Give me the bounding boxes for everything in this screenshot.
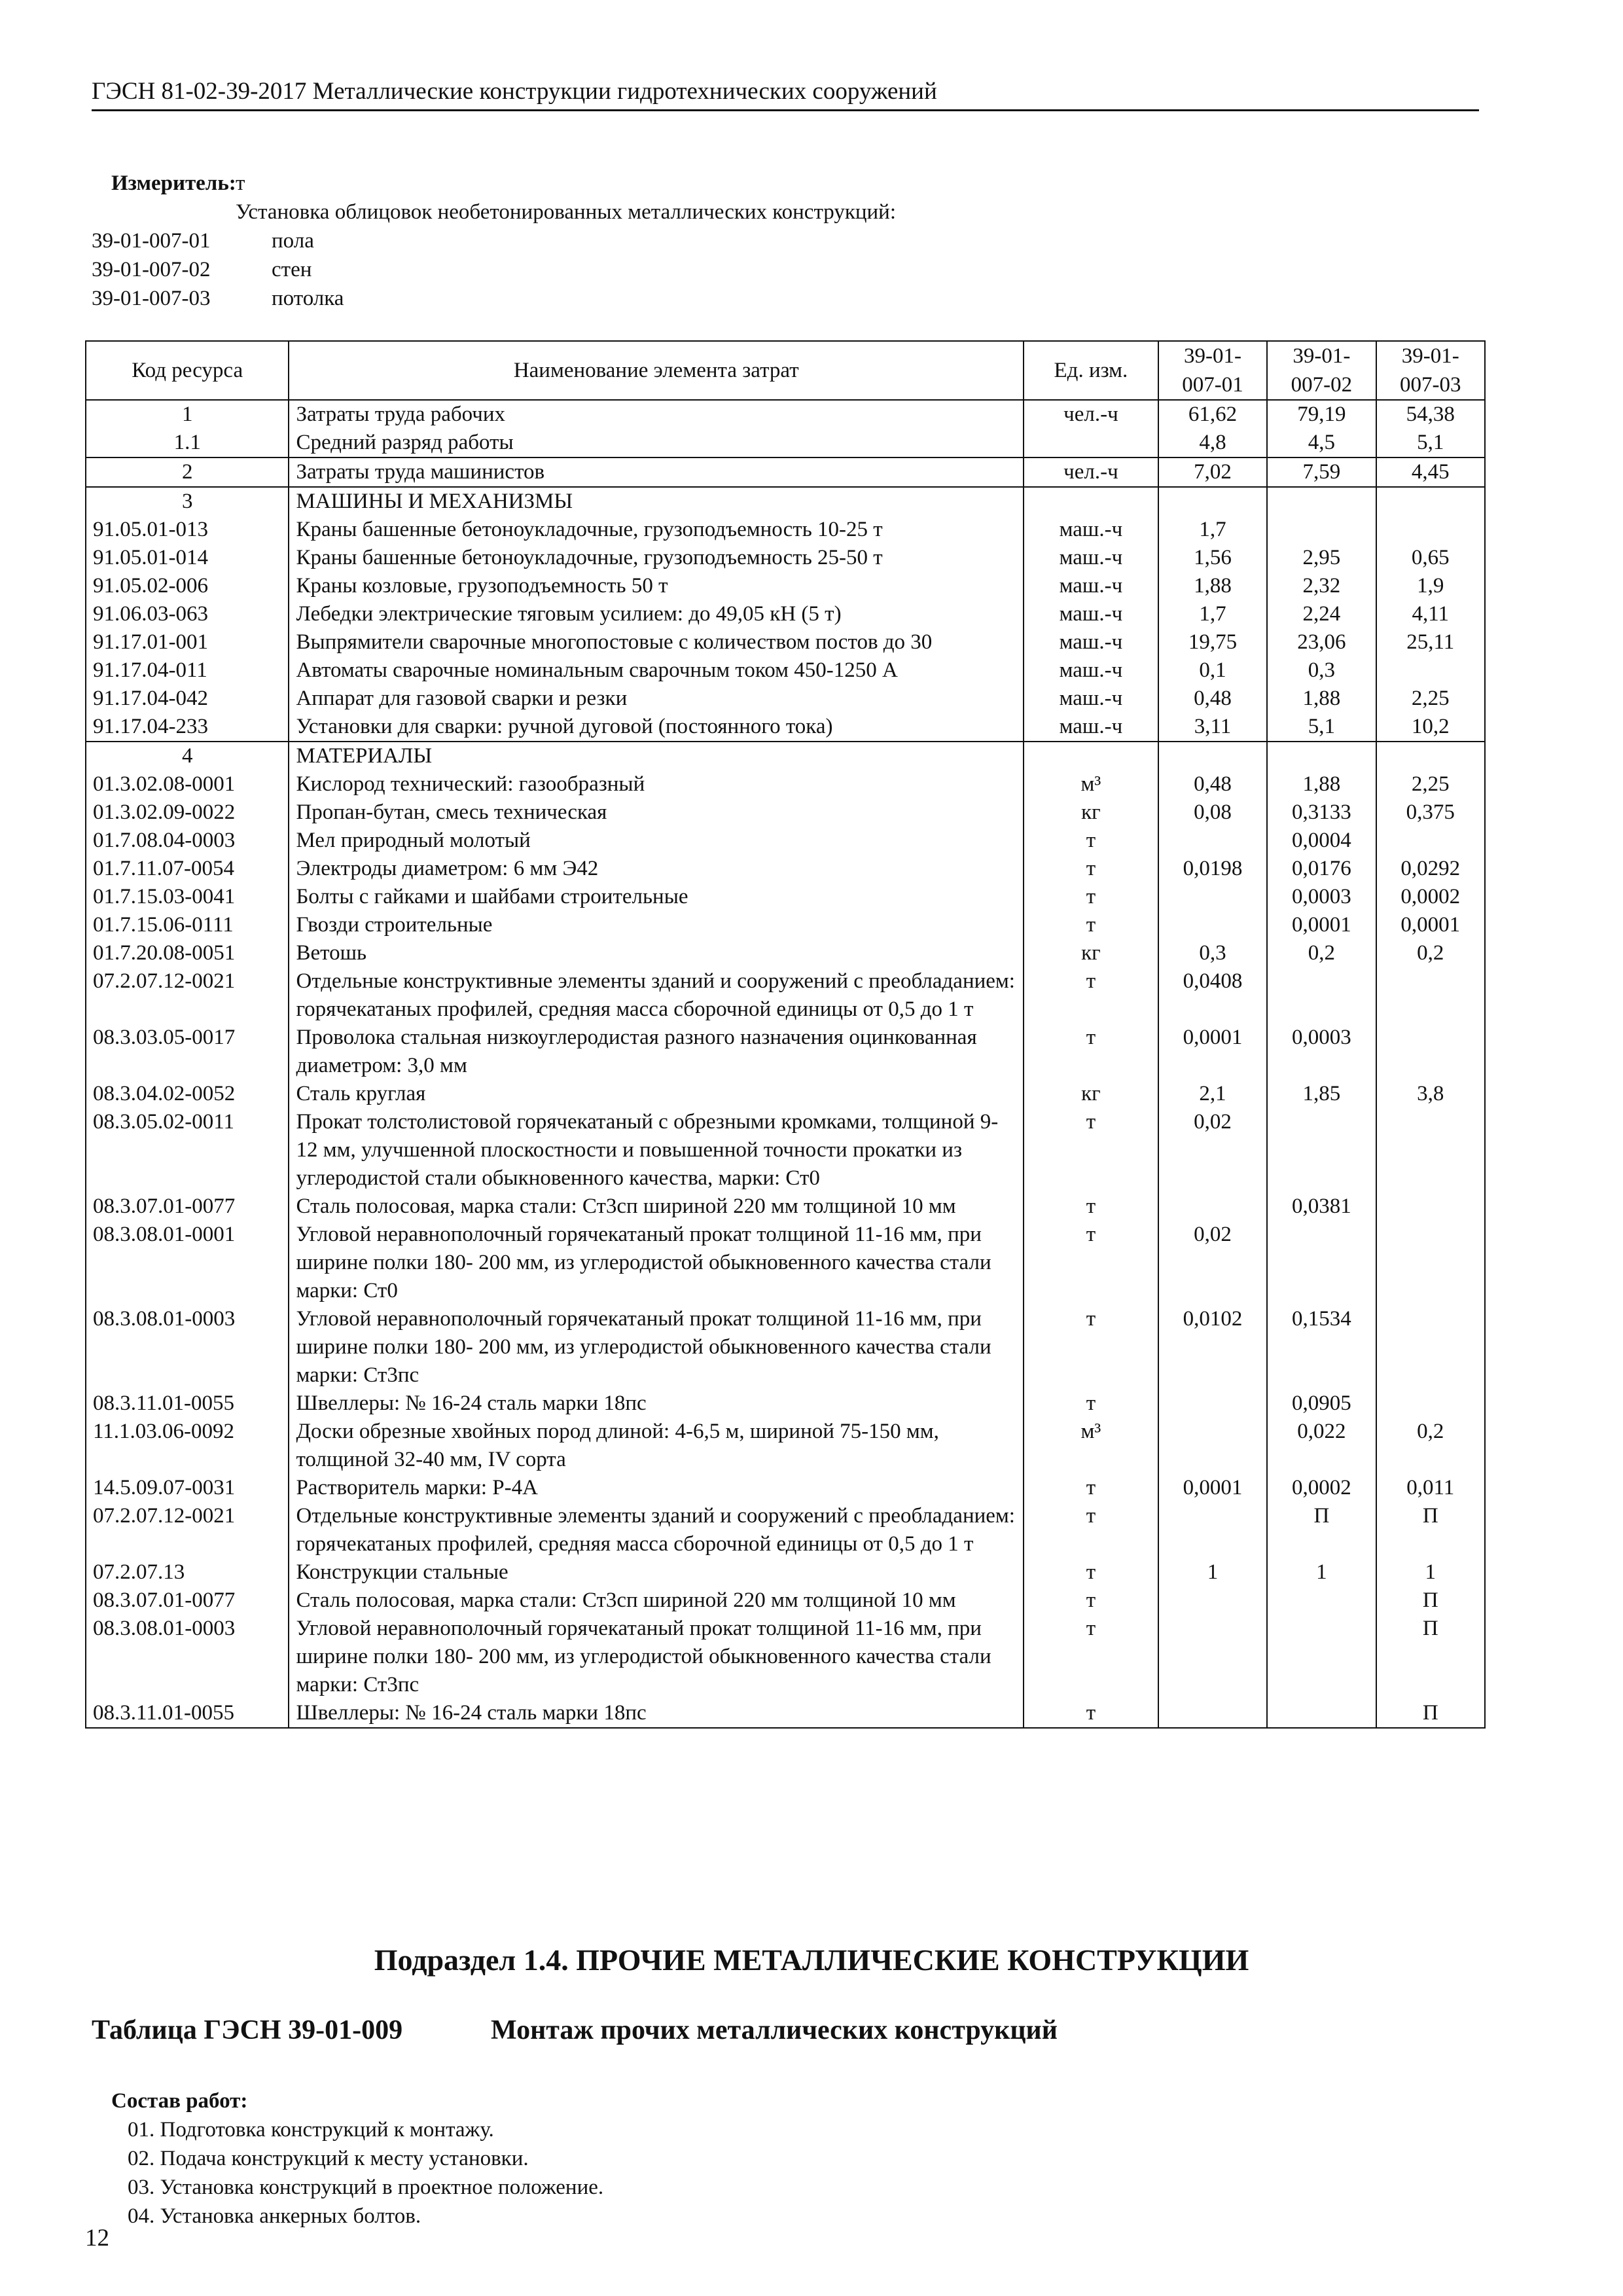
table-row — [86, 1474, 1485, 1502]
resource-name: Аппарат для газовой сварки и резки — [289, 685, 1024, 713]
page-header: ГЭСН 81-02-39-2017 Металлические конструкции гидротехнических сооружений — [92, 77, 1479, 111]
table-header-row — [86, 341, 1485, 400]
value-007-03: 1,9 — [1376, 572, 1485, 600]
resource-name: Прокат толстолистовой горячекатаный с обрезными кромками, толщиной 9-12 мм, улучшенной плоскостности и повышенной точности прокатки из углеродистой стали обыкновенного качества, марки: Ст0 — [289, 1108, 1024, 1193]
measure-item-code: 39-01-007-03 — [92, 287, 211, 310]
resource-code: 08.3.11.01-0055 — [86, 1699, 289, 1728]
resource-name: Лебедки электрические тяговым усилием: до 49,05 кН (5 т) — [289, 600, 1024, 628]
table-row — [86, 544, 1485, 572]
value-cell — [1267, 742, 1376, 770]
value-007-03: 4,11 — [1376, 600, 1485, 628]
value-cell — [1158, 487, 1267, 516]
value-007-03: П — [1376, 1699, 1485, 1728]
value-007-03: П — [1376, 1502, 1485, 1558]
unit-cell: маш.-ч — [1024, 628, 1158, 656]
resource-name: Конструкции стальные — [289, 1558, 1024, 1587]
resource-name: Краны башенные бетоноукладочные, грузоподъемность 25-50 т — [289, 544, 1024, 572]
value-007-03: 54,38 — [1376, 400, 1485, 429]
value-007-02: 1,88 — [1267, 685, 1376, 713]
resource-code: 07.2.07.13 — [86, 1558, 289, 1587]
resource-code: 08.3.08.01-0003 — [86, 1305, 289, 1390]
resource-name: Выпрямители сварочные многопостовые с количеством постов до 30 — [289, 628, 1024, 656]
value-007-01 — [1158, 1418, 1267, 1474]
value-007-02: 0,0003 — [1267, 883, 1376, 911]
resource-name: Угловой неравнополочный горячекатаный прокат толщиной 11-16 мм, при ширине полки 180- 200 мм, из углеродистой обыкновенного качества стали марки: Ст3пс — [289, 1305, 1024, 1390]
resource-code: 01.7.15.03-0041 — [86, 883, 289, 911]
table-row — [86, 713, 1485, 742]
measure-item-code: 39-01-007-01 — [92, 229, 211, 253]
value-007-02: 0,0004 — [1267, 827, 1376, 855]
unit-cell: т — [1024, 1587, 1158, 1615]
resource-name: Растворитель марки: Р-4А — [289, 1474, 1024, 1502]
resource-name: Пропан-бутан, смесь техническая — [289, 798, 1024, 827]
table-row — [86, 1193, 1485, 1221]
value-007-02: 0,0381 — [1267, 1193, 1376, 1221]
col-code-header: Код ресурса — [86, 341, 289, 400]
value-007-01: 1,56 — [1158, 544, 1267, 572]
unit-cell: т — [1024, 967, 1158, 1024]
resource-code: 91.05.01-013 — [86, 516, 289, 544]
value-007-01: 1,7 — [1158, 600, 1267, 628]
value-007-02: 0,0905 — [1267, 1390, 1376, 1418]
unit-cell — [1024, 429, 1158, 457]
unit-cell: маш.-ч — [1024, 516, 1158, 544]
resource-code: 01.7.20.08-0051 — [86, 939, 289, 967]
resource-code: 91.17.04-011 — [86, 656, 289, 685]
works-list — [111, 2087, 603, 2231]
resource-code: 07.2.07.12-0021 — [86, 1502, 289, 1558]
works-item: 04. Установка анкерных болтов. — [128, 2204, 421, 2228]
col-header-line: 007-03 — [1400, 373, 1461, 397]
resource-name: Проволока стальная низкоуглеродистая разного назначения оцинкованная диаметром: 3,0 мм — [289, 1024, 1024, 1080]
value-007-03: 0,0292 — [1376, 855, 1485, 883]
value-007-02: 0,3 — [1267, 656, 1376, 685]
table-row — [86, 656, 1485, 685]
table-row — [86, 1587, 1485, 1615]
unit-cell: т — [1024, 1699, 1158, 1728]
unit-cell: маш.-ч — [1024, 544, 1158, 572]
resource-name: Краны козловые, грузоподъемность 50 т — [289, 572, 1024, 600]
resources-table — [85, 340, 1486, 1729]
col-007-03-header — [1376, 341, 1485, 400]
value-007-02: 5,1 — [1267, 713, 1376, 742]
value-007-03 — [1376, 1305, 1485, 1390]
value-007-03 — [1376, 967, 1485, 1024]
table-title-number: Таблица ГЭСН 39-01-009 — [92, 2015, 403, 2045]
value-007-02: 4,5 — [1267, 429, 1376, 457]
value-007-01 — [1158, 1615, 1267, 1699]
value-007-02: 0,1534 — [1267, 1305, 1376, 1390]
resource-name: Швеллеры: № 16-24 сталь марки 18пс — [289, 1390, 1024, 1418]
col-header-line: 39-01- — [1401, 344, 1459, 368]
unit-cell: кг — [1024, 798, 1158, 827]
resource-code: 91.06.03-063 — [86, 600, 289, 628]
unit-cell — [1024, 742, 1158, 770]
table-row — [86, 600, 1485, 628]
table-row — [86, 1024, 1485, 1080]
value-007-02: 79,19 — [1267, 400, 1376, 429]
table-row — [86, 1558, 1485, 1587]
resource-name: Отдельные конструктивные элементы зданий и сооружений с преобладанием: горячекатаных профилей, средняя масса сборочной единицы от 0,5 до 1 т — [289, 967, 1024, 1024]
works-title: Состав работ: — [111, 2089, 248, 2113]
resource-name: Электроды диаметром: 6 мм Э42 — [289, 855, 1024, 883]
value-007-03 — [1376, 1193, 1485, 1221]
value-007-02: 0,3133 — [1267, 798, 1376, 827]
value-007-01: 0,02 — [1158, 1108, 1267, 1193]
unit-cell: т — [1024, 1390, 1158, 1418]
resource-name: Швеллеры: № 16-24 сталь марки 18пс — [289, 1699, 1024, 1728]
table-row — [86, 572, 1485, 600]
value-007-02: 0,0002 — [1267, 1474, 1376, 1502]
resource-code: 2 — [86, 457, 289, 487]
value-007-03 — [1376, 1108, 1485, 1193]
resource-code: 14.5.09.07-0031 — [86, 1474, 289, 1502]
unit-cell: маш.-ч — [1024, 572, 1158, 600]
value-007-03: 0,2 — [1376, 1418, 1485, 1474]
value-007-01: 0,0001 — [1158, 1024, 1267, 1080]
value-007-01: 0,0198 — [1158, 855, 1267, 883]
value-007-02: 0,022 — [1267, 1418, 1376, 1474]
value-cell — [1158, 742, 1267, 770]
value-007-01: 7,02 — [1158, 457, 1267, 487]
unit-cell: т — [1024, 1502, 1158, 1558]
value-cell — [1267, 487, 1376, 516]
value-007-02: 2,95 — [1267, 544, 1376, 572]
value-007-01: 3,11 — [1158, 713, 1267, 742]
value-007-02: 0,0001 — [1267, 911, 1376, 939]
value-007-02 — [1267, 1587, 1376, 1615]
value-007-01: 0,48 — [1158, 685, 1267, 713]
unit-cell: т — [1024, 1221, 1158, 1305]
col-unit-header: Ед. изм. — [1024, 341, 1158, 400]
value-007-03: 0,65 — [1376, 544, 1485, 572]
unit-cell: м³ — [1024, 770, 1158, 798]
works-item: 03. Установка конструкций в проектное положение. — [128, 2176, 604, 2199]
table-title — [92, 2015, 1058, 2046]
value-007-02: 1 — [1267, 1558, 1376, 1587]
table-row — [86, 1390, 1485, 1418]
unit-cell: т — [1024, 1558, 1158, 1587]
value-007-01: 0,02 — [1158, 1221, 1267, 1305]
resource-code: 01.3.02.09-0022 — [86, 798, 289, 827]
value-007-01: 1,88 — [1158, 572, 1267, 600]
value-007-02: 23,06 — [1267, 628, 1376, 656]
col-header-line: 39-01- — [1184, 344, 1241, 368]
value-007-01: 0,08 — [1158, 798, 1267, 827]
col-007-01-header — [1158, 341, 1267, 400]
resource-name: Угловой неравнополочный горячекатаный прокат толщиной 11-16 мм, при ширине полки 180- 200 мм, из углеродистой обыкновенного качества стали марки: Ст0 — [289, 1221, 1024, 1305]
unit-cell: чел.-ч — [1024, 400, 1158, 429]
unit-cell: т — [1024, 1615, 1158, 1699]
value-007-02 — [1267, 516, 1376, 544]
resource-code: 01.7.11.07-0054 — [86, 855, 289, 883]
value-007-02: 0,0003 — [1267, 1024, 1376, 1080]
table-row — [86, 1108, 1485, 1193]
value-007-03: 5,1 — [1376, 429, 1485, 457]
value-007-03 — [1376, 1024, 1485, 1080]
table-row — [86, 628, 1485, 656]
col-name-header: Наименование элемента затрат — [289, 341, 1024, 400]
resource-name: Затраты труда машинистов — [289, 457, 1024, 487]
resource-name: Затраты труда рабочих — [289, 400, 1024, 429]
resource-code: 91.05.02-006 — [86, 572, 289, 600]
section-number: 4 — [86, 742, 289, 770]
value-007-02 — [1267, 1699, 1376, 1728]
resource-name: Угловой неравнополочный горячекатаный прокат толщиной 11-16 мм, при ширине полки 180- 200 мм, из углеродистой обыкновенного качества стали марки: Ст3пс — [289, 1615, 1024, 1699]
value-007-03: 2,25 — [1376, 685, 1485, 713]
resource-code: 08.3.07.01-0077 — [86, 1587, 289, 1615]
resource-name: Болты с гайками и шайбами строительные — [289, 883, 1024, 911]
table-row — [86, 516, 1485, 544]
measure-block — [92, 169, 896, 313]
value-007-01: 4,8 — [1158, 429, 1267, 457]
value-007-02: 1,85 — [1267, 1080, 1376, 1108]
value-007-03 — [1376, 516, 1485, 544]
value-007-01 — [1158, 1699, 1267, 1728]
value-007-03: П — [1376, 1615, 1485, 1699]
resource-name: Сталь полосовая, марка стали: Ст3сп шириной 220 мм толщиной 10 мм — [289, 1587, 1024, 1615]
value-007-01: 0,48 — [1158, 770, 1267, 798]
resource-name: Автоматы сварочные номинальным сварочным током 450-1250 А — [289, 656, 1024, 685]
unit-cell — [1024, 487, 1158, 516]
table-row — [86, 798, 1485, 827]
unit-cell: маш.-ч — [1024, 713, 1158, 742]
value-007-01: 2,1 — [1158, 1080, 1267, 1108]
value-007-02: 1,88 — [1267, 770, 1376, 798]
value-007-02: 2,24 — [1267, 600, 1376, 628]
value-007-02: 0,0176 — [1267, 855, 1376, 883]
measure-unit: т — [236, 171, 245, 195]
value-007-01: 0,0102 — [1158, 1305, 1267, 1390]
table-row — [86, 883, 1485, 911]
table-row — [86, 1502, 1485, 1558]
table-row — [86, 1305, 1485, 1390]
resource-code: 91.05.01-014 — [86, 544, 289, 572]
measure-description: Установка облицовок необетонированных металлических конструкций: — [236, 200, 897, 224]
value-cell — [1376, 742, 1485, 770]
value-007-03: 10,2 — [1376, 713, 1485, 742]
resource-code: 07.2.07.12-0021 — [86, 967, 289, 1024]
table-row — [86, 911, 1485, 939]
resource-code: 1 — [86, 400, 289, 429]
unit-cell: маш.-ч — [1024, 685, 1158, 713]
unit-cell: т — [1024, 1108, 1158, 1193]
value-007-01: 0,3 — [1158, 939, 1267, 967]
unit-cell: т — [1024, 883, 1158, 911]
table-row — [86, 457, 1485, 487]
resource-name: Кислород технический: газообразный — [289, 770, 1024, 798]
value-007-03: 0,011 — [1376, 1474, 1485, 1502]
table-row — [86, 685, 1485, 713]
value-007-03 — [1376, 1390, 1485, 1418]
table-row — [86, 855, 1485, 883]
value-007-03: 4,45 — [1376, 457, 1485, 487]
resource-code: 11.1.03.06-0092 — [86, 1418, 289, 1474]
unit-cell: кг — [1024, 939, 1158, 967]
subsection-title: Подраздел 1.4. ПРОЧИЕ МЕТАЛЛИЧЕСКИЕ КОНСТРУКЦИИ — [374, 1943, 1249, 1977]
value-007-03: 0,0001 — [1376, 911, 1485, 939]
resource-name: Мел природный молотый — [289, 827, 1024, 855]
value-007-01: 0,0001 — [1158, 1474, 1267, 1502]
section-name: МАШИНЫ И МЕХАНИЗМЫ — [289, 487, 1024, 516]
value-cell — [1376, 487, 1485, 516]
unit-cell: т — [1024, 855, 1158, 883]
table-row — [86, 1221, 1485, 1305]
measure-item-name: пола — [272, 229, 314, 253]
value-007-03 — [1376, 1221, 1485, 1305]
value-007-03: 3,8 — [1376, 1080, 1485, 1108]
section-row — [86, 742, 1485, 770]
works-item: 02. Подача конструкций к месту установки. — [128, 2147, 529, 2170]
section-number: 3 — [86, 487, 289, 516]
col-007-02-header — [1267, 341, 1376, 400]
unit-cell: т — [1024, 1305, 1158, 1390]
resource-name: Средний разряд работы — [289, 429, 1024, 457]
value-007-01: 1 — [1158, 1558, 1267, 1587]
col-header-line: 39-01- — [1293, 344, 1351, 368]
measure-item-name: потолка — [272, 287, 344, 310]
resource-name: Гвозди строительные — [289, 911, 1024, 939]
resource-code: 01.7.08.04-0003 — [86, 827, 289, 855]
table-row — [86, 1418, 1485, 1474]
resource-name: Установки для сварки: ручной дуговой (постоянного тока) — [289, 713, 1024, 742]
table-row — [86, 400, 1485, 429]
resource-code: 01.3.02.08-0001 — [86, 770, 289, 798]
resource-name: Сталь полосовая, марка стали: Ст3сп шириной 220 мм толщиной 10 мм — [289, 1193, 1024, 1221]
value-007-01: 0,0408 — [1158, 967, 1267, 1024]
value-007-02 — [1267, 1108, 1376, 1193]
value-007-01 — [1158, 827, 1267, 855]
value-007-01 — [1158, 911, 1267, 939]
value-007-02: 0,2 — [1267, 939, 1376, 967]
table-row — [86, 1699, 1485, 1728]
value-007-03: 0,375 — [1376, 798, 1485, 827]
resource-code: 91.17.01-001 — [86, 628, 289, 656]
unit-cell: м³ — [1024, 1418, 1158, 1474]
unit-cell: т — [1024, 1024, 1158, 1080]
unit-cell: чел.-ч — [1024, 457, 1158, 487]
section-name: МАТЕРИАЛЫ — [289, 742, 1024, 770]
unit-cell: т — [1024, 1193, 1158, 1221]
value-007-03: 1 — [1376, 1558, 1485, 1587]
works-item: 01. Подготовка конструкций к монтажу. — [128, 2118, 494, 2142]
table-row — [86, 1080, 1485, 1108]
measure-label: Измеритель: — [111, 171, 236, 195]
unit-cell: т — [1024, 1474, 1158, 1502]
value-007-03: 0,2 — [1376, 939, 1485, 967]
unit-cell: кг — [1024, 1080, 1158, 1108]
resource-name: Краны башенные бетоноукладочные, грузоподъемность 10-25 т — [289, 516, 1024, 544]
table-body — [86, 400, 1485, 1728]
value-007-01: 0,1 — [1158, 656, 1267, 685]
table-row — [86, 770, 1485, 798]
measure-item-code: 39-01-007-02 — [92, 258, 211, 281]
resource-code: 08.3.11.01-0055 — [86, 1390, 289, 1418]
measure-item-name: стен — [272, 258, 312, 281]
value-007-03: 2,25 — [1376, 770, 1485, 798]
table-row — [86, 967, 1485, 1024]
value-007-03: 0,0002 — [1376, 883, 1485, 911]
resource-code: 1.1 — [86, 429, 289, 457]
resource-name: Сталь круглая — [289, 1080, 1024, 1108]
unit-cell: т — [1024, 911, 1158, 939]
resource-name: Ветошь — [289, 939, 1024, 967]
table-row — [86, 827, 1485, 855]
resource-code: 08.3.08.01-0003 — [86, 1615, 289, 1699]
value-007-01 — [1158, 1193, 1267, 1221]
resource-name: Отдельные конструктивные элементы зданий и сооружений с преобладанием: горячекатаных профилей, средняя масса сборочной единицы от 0,5 до 1 т — [289, 1502, 1024, 1558]
value-007-03: 25,11 — [1376, 628, 1485, 656]
page-number: 12 — [85, 2225, 109, 2251]
value-007-01: 19,75 — [1158, 628, 1267, 656]
unit-cell: маш.-ч — [1024, 656, 1158, 685]
section-row — [86, 487, 1485, 516]
unit-cell: т — [1024, 827, 1158, 855]
resource-name: Доски обрезные хвойных пород длиной: 4-6,5 м, шириной 75-150 мм, толщиной 32-40 мм, IV сорта — [289, 1418, 1024, 1474]
resource-code: 01.7.15.06-0111 — [86, 911, 289, 939]
table-title-name: Монтаж прочих металлических конструкций — [491, 2015, 1058, 2045]
resource-code: 91.17.04-042 — [86, 685, 289, 713]
resource-code: 91.17.04-233 — [86, 713, 289, 742]
value-007-02: П — [1267, 1502, 1376, 1558]
value-007-02 — [1267, 1221, 1376, 1305]
value-007-02 — [1267, 967, 1376, 1024]
value-007-03 — [1376, 656, 1485, 685]
value-007-01: 1,7 — [1158, 516, 1267, 544]
value-007-02 — [1267, 1615, 1376, 1699]
resource-code: 08.3.07.01-0077 — [86, 1193, 289, 1221]
col-header-line: 007-02 — [1291, 373, 1353, 397]
resource-code: 08.3.03.05-0017 — [86, 1024, 289, 1080]
value-007-01 — [1158, 1502, 1267, 1558]
unit-cell: маш.-ч — [1024, 600, 1158, 628]
value-007-01 — [1158, 1390, 1267, 1418]
value-007-02: 7,59 — [1267, 457, 1376, 487]
value-007-02: 2,32 — [1267, 572, 1376, 600]
resource-code: 08.3.05.02-0011 — [86, 1108, 289, 1193]
value-007-03 — [1376, 827, 1485, 855]
table-row — [86, 1615, 1485, 1699]
value-007-01: 61,62 — [1158, 400, 1267, 429]
col-header-line: 007-01 — [1182, 373, 1243, 397]
table-row — [86, 939, 1485, 967]
value-007-01 — [1158, 883, 1267, 911]
value-007-01 — [1158, 1587, 1267, 1615]
resource-code: 08.3.08.01-0001 — [86, 1221, 289, 1305]
resource-code: 08.3.04.02-0052 — [86, 1080, 289, 1108]
table-row — [86, 429, 1485, 457]
value-007-03: П — [1376, 1587, 1485, 1615]
